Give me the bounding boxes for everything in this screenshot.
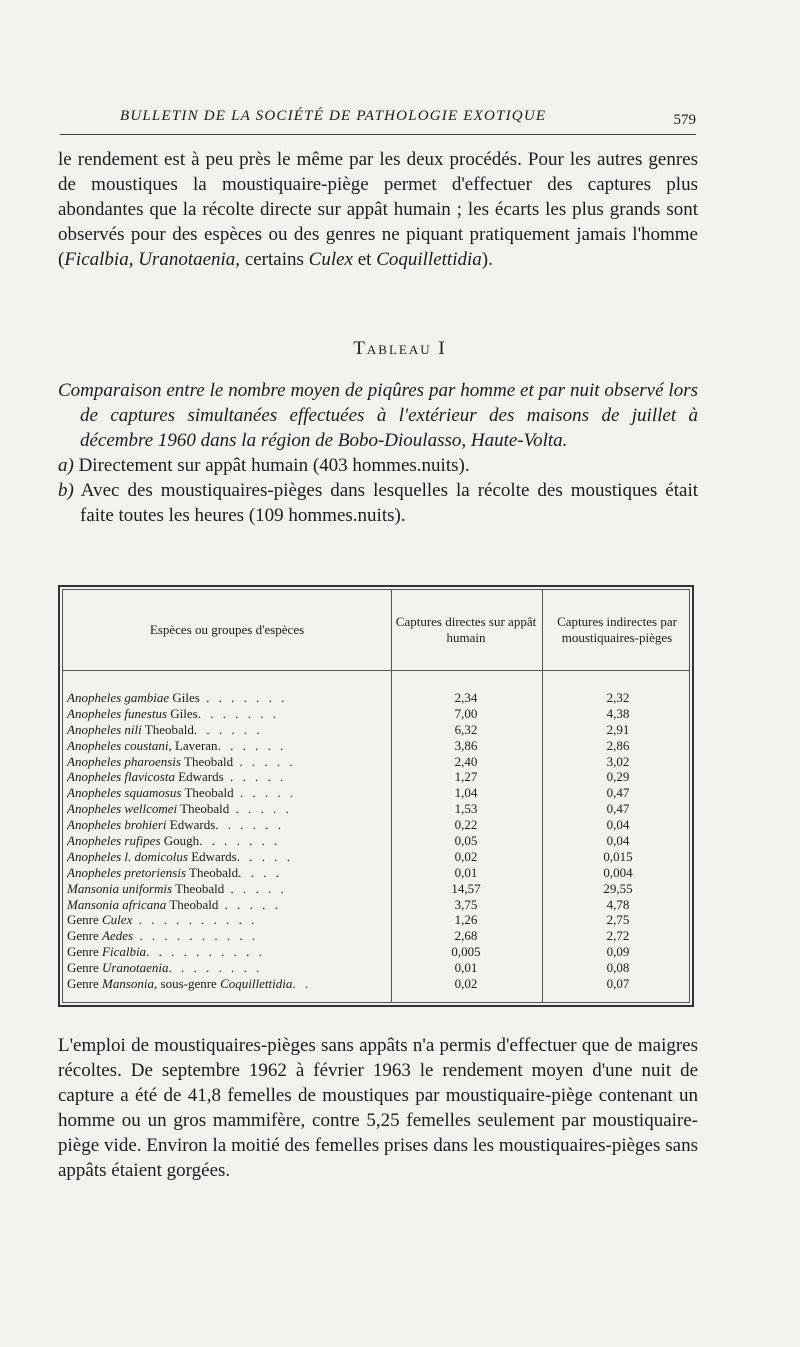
species-cell: Anopheles l. domicolus Edwards. . . . . xyxy=(67,848,293,864)
direct-value-cell: 0,005 xyxy=(451,944,481,960)
table-row xyxy=(63,754,689,770)
table-row xyxy=(63,897,689,913)
species-cell: Anopheles coustani, Laveran. . . . . . xyxy=(67,737,287,753)
direct-value-cell: 2,34 xyxy=(454,690,478,705)
species-cell: Anopheles flavicosta Edwards . . . . . xyxy=(67,769,287,785)
species-cell: Anopheles wellcomei Theobald . . . . . xyxy=(67,801,292,817)
header-indirect: Captures indirectes par moustiquaires-pièges xyxy=(557,614,677,645)
species-cell: Genre Ficalbia. . . . . . . . . . xyxy=(67,944,265,960)
table-row xyxy=(63,690,689,706)
table-row xyxy=(63,976,689,992)
species-cell: Anopheles pharoensis Theobald . . . . . xyxy=(67,753,296,769)
table-row xyxy=(63,801,689,817)
table-row xyxy=(63,785,689,801)
indirect-value-cell: 2,75 xyxy=(606,912,630,928)
table-row xyxy=(63,722,689,738)
indirect-value-cell: 2,86 xyxy=(606,737,630,753)
species-cell: Mansonia uniformis Theobald . . . . . xyxy=(67,880,287,896)
species-cell: Anopheles funestus Giles. . . . . . . xyxy=(67,705,279,721)
indirect-value-cell: 2,91 xyxy=(606,721,630,737)
direct-value-cell: 3,75 xyxy=(454,896,478,912)
indirect-value-cell: 4,78 xyxy=(606,896,630,912)
species-cell: Genre Aedes . . . . . . . . . . xyxy=(67,928,259,944)
table-row xyxy=(63,706,689,722)
table-row xyxy=(63,833,689,849)
table-row xyxy=(63,912,689,928)
species-cell: Anopheles pretoriensis Theobald. . . . xyxy=(67,864,282,880)
species-cell: Anopheles rufipes Gough. . . . . . . xyxy=(67,833,281,849)
direct-value-cell: 1,27 xyxy=(454,769,478,785)
table-caption xyxy=(58,378,698,528)
species-cell: Anopheles squamosus Theobald . . . . . xyxy=(67,785,297,801)
table-row xyxy=(63,944,689,960)
indirect-value-cell: 0,015 xyxy=(603,848,633,864)
header-species: Espèces ou groupes d'espèces xyxy=(149,622,305,637)
direct-value-cell: 0,01 xyxy=(454,960,478,976)
caption-description: Comparaison entre le nombre moyen de piqûres par homme et par nuit observé lors de captures simultanées effectuées à l'extérieur des maisons de juillet à décembre 1960 dans la région de Bobo-Dioulasso, Haute-Volta. xyxy=(58,380,698,451)
journal-title: BULLETIN DE LA SOCIÉTÉ DE PATHOLOGIE EXOTIQUE xyxy=(120,108,547,124)
table-row xyxy=(63,817,689,833)
header-direct: Captures directes sur appât humain xyxy=(395,614,537,645)
intro-paragraph: le rendement est à peu près le même par les deux procédés. Pour les autres genres de moustiques la moustiquaire-piège permet d'effectuer des captures plus abondantes que la récolte directe sur appât humain ; les écarts les plus grands sont observés pour des espèces ou des genres ne piquant pratiquement jamais l'homme (Ficalbia, Uranotaenia, certains Culex et Coquillettidia). xyxy=(58,149,698,270)
indirect-value-cell: 29,55 xyxy=(603,880,633,896)
direct-value-cell: 2,40 xyxy=(454,753,478,769)
indirect-value-cell: 0,47 xyxy=(606,785,630,801)
caption-item-a: a) Directement sur appât humain (403 hommes.nuits). xyxy=(58,455,470,476)
species-cell: Genre Culex . . . . . . . . . . xyxy=(67,912,258,928)
direct-value-cell: 0,05 xyxy=(454,833,478,849)
indirect-value-cell: 0,04 xyxy=(606,833,630,849)
direct-value-cell: 0,02 xyxy=(454,976,478,992)
direct-value-cell: 0,02 xyxy=(454,848,478,864)
closing-paragraph: L'emploi de moustiquaires-pièges sans appâts n'a permis d'effectuer que de maigres récoltes. De septembre 1962 à février 1963 le rendement moyen d'une nuit de capture a été de 41,8 femelles de moustiques par moustiquaire-piège contenant un homme ou un gros mammifère, contre 5,25 femelles seulement par moustiquaire-piège vide. Environ la moitié des femelles prises dans les moustiquaires-pièges sans appâts étaient gorgées. xyxy=(58,1035,698,1181)
indirect-value-cell: 3,02 xyxy=(606,753,630,769)
indirect-value-cell: 0,29 xyxy=(606,769,630,785)
data-table xyxy=(58,585,694,1007)
table-row xyxy=(63,928,689,944)
species-cell: Anopheles nili Theobald. . . . . . xyxy=(67,721,263,737)
indirect-value-cell: 2,32 xyxy=(606,690,630,705)
indirect-value-cell: 2,72 xyxy=(606,928,630,944)
table-row xyxy=(63,865,689,881)
indirect-value-cell: 0,04 xyxy=(606,817,630,833)
table-title: Tableau I xyxy=(353,338,447,359)
table-row xyxy=(63,881,689,897)
species-cell: Genre Mansonia, sous-genre Coquillettidia. . xyxy=(67,976,312,992)
indirect-value-cell: 0,07 xyxy=(606,976,630,992)
direct-value-cell: 1,53 xyxy=(454,801,478,817)
direct-value-cell: 3,86 xyxy=(454,737,478,753)
indirect-value-cell: 4,38 xyxy=(606,705,630,721)
direct-value-cell: 6,32 xyxy=(454,721,478,737)
direct-value-cell: 7,00 xyxy=(454,705,478,721)
direct-value-cell: 1,04 xyxy=(454,785,478,801)
direct-value-cell: 1,26 xyxy=(454,912,478,928)
table-body xyxy=(63,690,689,992)
direct-value-cell: 0,22 xyxy=(454,817,478,833)
caption-item-b: b) Avec des moustiquaires-pièges dans lesquelles la récolte des moustiques était faite toutes les heures (109 hommes.nuits). xyxy=(58,480,698,526)
species-cell: Genre Uranotaenia. . . . . . . . xyxy=(67,960,263,976)
direct-value-cell: 14,57 xyxy=(451,880,481,896)
indirect-value-cell: 0,47 xyxy=(606,801,630,817)
indirect-value-cell: 0,004 xyxy=(603,864,633,880)
page-number: 579 xyxy=(673,112,696,128)
indirect-value-cell: 0,09 xyxy=(606,944,630,960)
species-cell: Anopheles brohieri Edwards. . . . . . xyxy=(67,817,285,833)
table-row xyxy=(63,849,689,865)
header-rule xyxy=(63,670,689,671)
table-row xyxy=(63,960,689,976)
direct-value-cell: 0,01 xyxy=(454,864,478,880)
direct-value-cell: 2,68 xyxy=(454,928,478,944)
species-cell: Mansonia africana Theobald . . . . . xyxy=(67,896,281,912)
table-row xyxy=(63,738,689,754)
table-row xyxy=(63,769,689,785)
indirect-value-cell: 0,08 xyxy=(606,960,630,976)
running-header xyxy=(60,104,696,135)
species-cell: Anopheles gambiae Giles . . . . . . . xyxy=(67,690,288,705)
